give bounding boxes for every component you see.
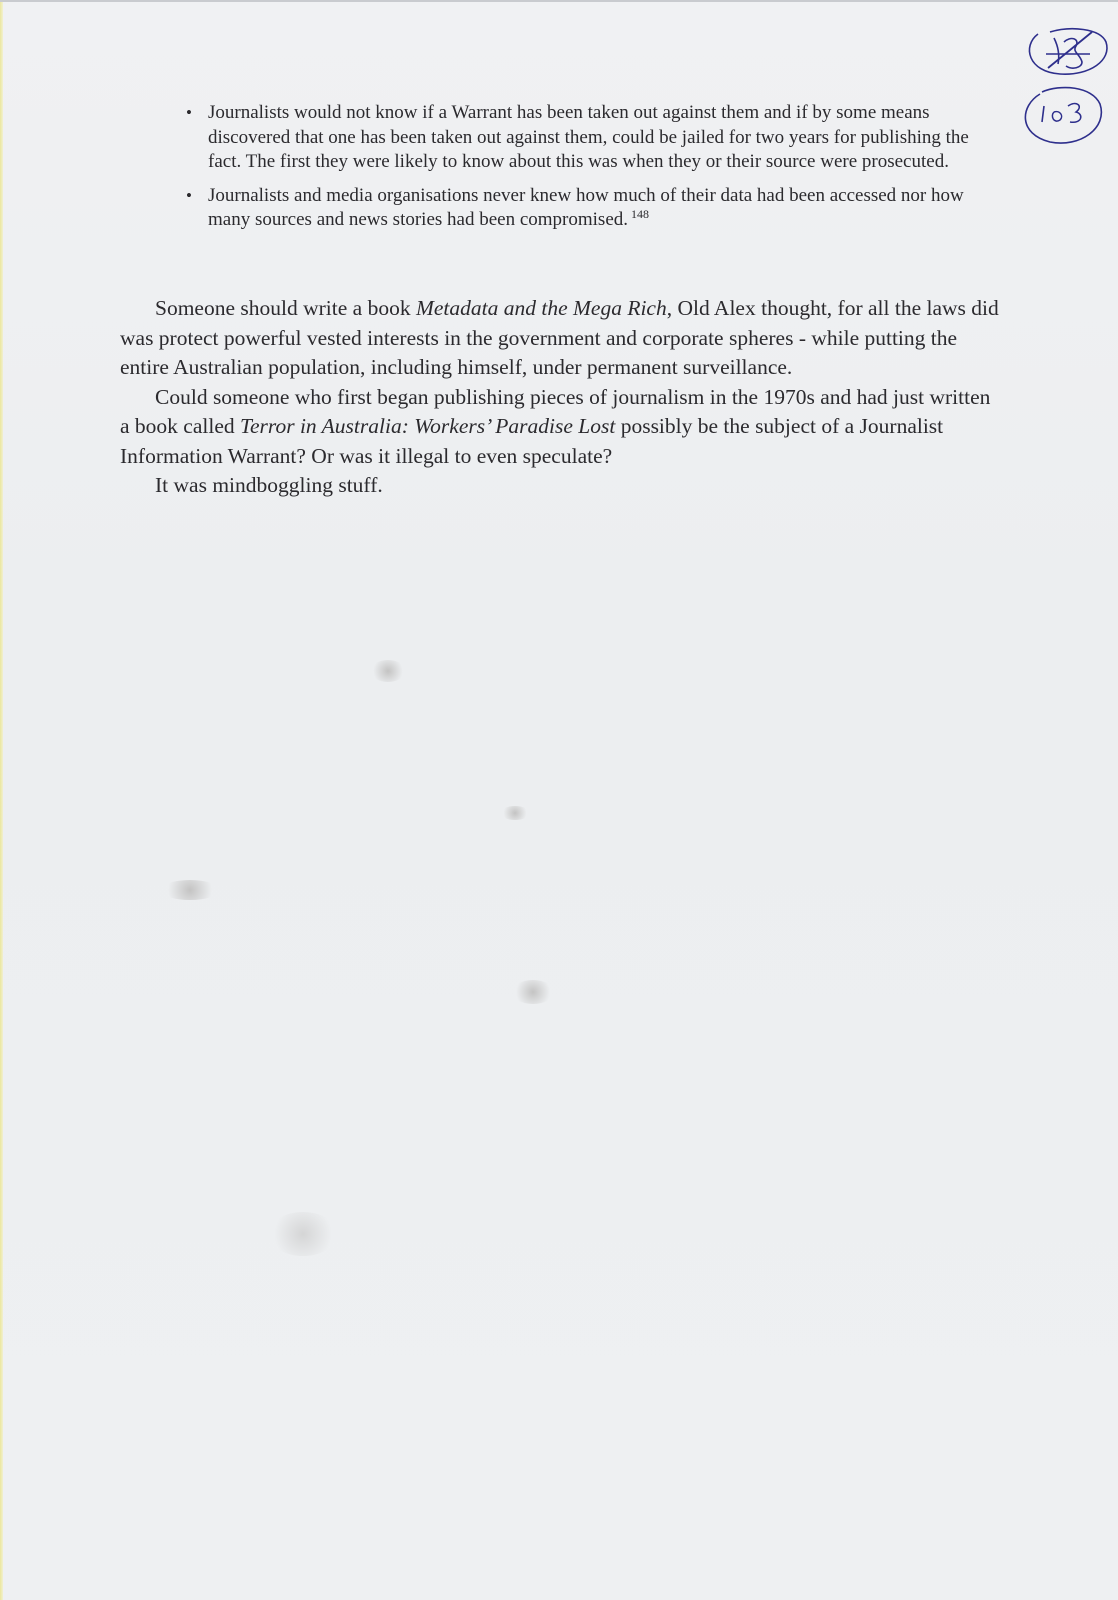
scan-smudge <box>370 660 406 682</box>
book-title: Terror in Australia: Workers’ Paradise Lost <box>240 414 616 438</box>
paragraph <box>120 471 1000 501</box>
paragraph-text: Could someone who first began publishing pieces of journalism in the 1970s and had just written a book called <box>120 384 991 438</box>
paragraph <box>120 294 1000 383</box>
footnote-marker: 148 <box>631 206 650 221</box>
paragraph-text: It was mindboggling stuff. <box>155 473 383 497</box>
bullet-text: Journalists would not know if a Warrant has been taken out against them and if by some means discovered that one has been taken out against them, could be jailed for two years for publishing the fact. The first they were likely to know about this was when they or their source were prosecuted. <box>208 102 969 172</box>
page-edge-left <box>0 0 3 1600</box>
scan-smudge <box>512 980 554 1004</box>
paragraph <box>120 383 1000 472</box>
bullet-list <box>186 101 1006 242</box>
paragraph-text: , Old Alex thought, for all the laws did was protect powerful vested interests in the government and corporate spheres - while putting the entire Australian population, including himself, under permanent surveillance. <box>120 296 999 379</box>
scan-smudge <box>500 806 530 820</box>
bullet-dot-icon: • <box>186 185 192 205</box>
body-text <box>120 294 1000 501</box>
handwritten-page-number <box>1020 24 1118 154</box>
bullet-text: Journalists and media organisations never knew how much of their data had been accessed nor how many sources and news stories had been compromised. <box>208 184 964 230</box>
paragraph-text: Someone should write a book <box>155 296 416 320</box>
bullet-item <box>186 101 1006 175</box>
book-title: Metadata and the Mega Rich <box>415 296 667 320</box>
bullet-item <box>186 184 1006 233</box>
scan-smudge <box>160 880 220 900</box>
page-edge-top <box>0 0 1118 2</box>
bullet-dot-icon: • <box>186 103 192 122</box>
scan-smudge <box>268 1212 338 1256</box>
paragraph-text: possibly be the subject of a Journalist Information Warrant? Or was it illegal to even speculate? <box>120 414 944 468</box>
